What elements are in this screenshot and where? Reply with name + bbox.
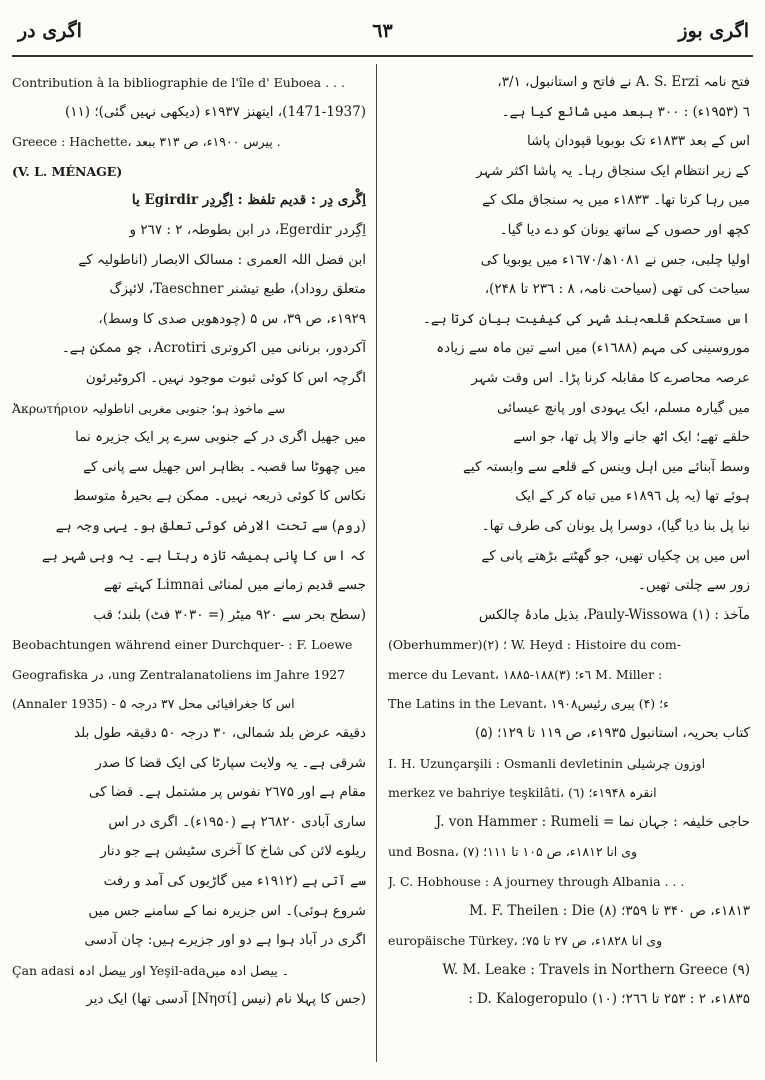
left-column-line: ساری آبادی ۲٦۸۲۰ ہے (۱۹۵۰ء)۔ اگری در اس [108, 813, 366, 830]
left-column-line: کہ اس کا پانی ہمیشہ تازہ رہتا ہے۔ یہ وہی شہر ہے [41, 547, 366, 564]
right-column-line: merkez ve bahriye teşkilâti، انقرہ ۱۹۴۸ء؛ (٦) [388, 785, 657, 801]
right-column-line: ۱۸۳۵ء، ۲ : ۲۵۳ تا ۲٦٦؛ (۱۰) D. Kalogeropulo : [468, 991, 750, 1008]
right-column-line: موروسینی کی مہم (۱٦۸۸ء) میں اسے تین ماہ سے زیادہ [436, 340, 750, 357]
left-column-line: مقام ہے اور ۲٦۷۵ نفوس پر مشتمل ہے۔ قضا کی [88, 784, 366, 801]
right-column-line: I. H. Uzunçarşili : Osmanli devletinin اوزون چرشیلی [388, 755, 706, 771]
right-column-line: J. C. Hobhouse : A journey through Albania . . . [388, 874, 685, 890]
left-column-line: (جس کا پہلا نام (نیس [Νησί] آدسی تھا) ایک دیر [86, 991, 366, 1008]
right-column-line: (۹) W. M. Leake : Travels in Northern Greece [442, 961, 750, 978]
left-column-line: سے آتی ہے (۱۹۱۲ء میں گاڑیوں کی آمد و رفت [103, 873, 366, 890]
column-divider [376, 64, 377, 1062]
right-column-line: ۱۸۱۳ء، ص ۳۴۰ تا ۳۵۹؛ (۸) M. F. Theilen : Die [469, 902, 750, 919]
left-column-line: آکردور، برنانی میں اکروتری Acrotiri، جو ممکن ہے۔ [61, 340, 366, 357]
right-column [388, 68, 750, 1015]
left-column-line: (V. L. MÉNAGE) [12, 163, 123, 179]
right-column-line: حاجی خلیفہ : جہان نما = J. von Hammer : Rumeli [435, 813, 750, 830]
left-column-line: اگری در آباد ہوا ہے دو اور جزیرے ہیں: چان آدسی [84, 932, 366, 949]
right-column-line: حلقے تھے؛ ایک اٹھ جانے والا پل تھا، جو اسے [513, 429, 750, 446]
right-column-line: اولیا چلبی، جس نے ۱۰۸۱ھ/۱٦۷۰ء میں یوبویا کی [480, 251, 750, 268]
right-column-line: اس کے بعد ۱۸۳۳ء تک بوبویا قپودان پاشا [527, 133, 750, 150]
left-column-line: (سطح بحر سے ۹۲۰ میٹر (= ۳۰۳۰ فٹ) بلند؛ قب [93, 606, 366, 623]
left-column-line: اگرچہ اس کا کوئی ثبوت موجود نہیں۔ اکروٹیرئون [85, 369, 366, 386]
right-column-line: کچھ اور حصوں کے ساتھ یونان کو دے دیا گیا۔ [499, 221, 750, 238]
right-column-line: ہوئے تھا (یہ پل ۱۸۹٦ء میں تباہ کر کے ایک [515, 488, 750, 505]
left-column-line: ریلوے لائن کی شاخ کا آخری سٹیشن ہے جو دنار [100, 843, 366, 860]
left-column-line: Çan adasi اور ییصل ادہ Yeşil-ada۔ ییصل ادہ میں [12, 962, 289, 978]
right-column-line: عرصہ محاصرے کا مقابلہ کرنا پڑا۔ اس وقت شہر [471, 369, 750, 386]
right-column-line: und Bosna، وی انا ۱۸۱۲ء، ص ۱۰۵ تا ۱۱۱؛ (۷) [388, 844, 638, 860]
right-column-line: اس میں پن چکیاں تھیں، جو گھٹتے بڑھتے پانی کے [481, 547, 750, 564]
right-column-line: europäische Türkey، وی انا ۱۸۲۸ء، ص ۲۷ تا ۷۵؛ [388, 933, 663, 949]
left-column-line: (روم) سے تحت الارض کوئی تعلق ہو۔ یہی وجہ ہے [55, 517, 366, 534]
right-column-line: merce du Levant، ۱۸۸۵-۱۸۸٦ء؛ (۳) M. Miller : [388, 666, 663, 682]
left-column-line: Beobachtungen während einer Durchquer- : F. Loewe [12, 637, 353, 653]
left-column-line: (Annaler 1935) - اس کا جغرافیائی محل ۳۷ درجہ ۵ [12, 696, 295, 712]
right-column-line: نیا پل بنا دیا گیا)، دوسرا پل یونان کی طرف تھا۔ [481, 517, 750, 534]
left-column-line: میں چھوٹا سا قصبہ۔ بظاہر اس جھیل سے پانی کے [83, 458, 366, 475]
right-column-line: ٦ (۱۹۵۳ء) : ۳۰۰ ببعد میں شائع کیا ہے۔ [501, 103, 750, 120]
left-column-line: میں جھیل اگری در کے جنوبی سرے پر ایک جزیرہ نما [75, 429, 366, 446]
right-column-line: میں رہا کرتا تھا۔ ۱۸۳۳ء میں یہ سنجاق ملک کے [482, 192, 750, 209]
left-column-line: Contribution à la bibliographie de l'île d' Euboea . . . [12, 75, 345, 90]
left-column-line: (1471-1937)، ایتھنز ۱۹۳۷ء (دیکھی نہیں گئی)؛ (۱۱) [65, 103, 366, 120]
left-column-line: Ἀκρωτήριον سے ماخوذ ہو؛ جنوبی مغربی اناطولیہ [12, 400, 286, 416]
left-column-line: Greece : Hachette، پیرس ۱۹۰۰ء، ص ۳۱۳ ببعد . [12, 134, 281, 150]
left-column-line: شرقی ہے۔ یہ ولایت سپارٹا کی ایک قضا کا صدر [95, 754, 366, 771]
right-column-line: (Oberhummer)؛ (۲) W. Heyd : Histoire du com- [388, 637, 681, 653]
right-column-line: کے زیر انتظام ایک سنجاق رہا۔ یہ پاشا اکثر شہر [476, 162, 750, 179]
right-column-line: کتاب بحریہ، استانبول ۱۹۳۵ء، ص ۱۱۹ تا ۱۲۹؛ (۵) [474, 725, 750, 742]
right-column-line: اس مستحکم قلعہ‌بند شہر کی کیفیت بیان کرتا ہے۔ [422, 310, 750, 327]
left-column-line: دقیقہ عرض بلد شمالی، ۳۰ درجہ ۵۰ دقیقہ طول بلد [74, 725, 366, 742]
right-column-line: فتح نامہ A. S. Erzi نے فاتح و استانبول، ۳/۱، [497, 74, 750, 90]
running-head-right: اگری بوز [678, 20, 749, 42]
left-column [12, 68, 366, 1015]
right-column-line: وسط آبنائے میں اہل وینس کے قلعے سے وابستہ کیے [462, 458, 750, 475]
left-column-line: متعلق روداد)، طبع تیشنر Taeschner، لائپزگ [109, 281, 366, 298]
left-column-line: نکاس کا کوئی ذریعہ نہیں۔ ممکن ہے بحیرۂ متوسط [73, 488, 366, 505]
left-column-line: ابن فضل اللہ العمری : مسالک الابصار (اناطولیہ کے [78, 251, 366, 268]
right-column-line: مآخذ : (۱) Pauly-Wissowa، بذیل مادۂ چالکس [478, 606, 750, 623]
left-column-line: Geografiska در ،ung Zentralanatoliens im Jahre 1927 [12, 666, 346, 682]
right-column-line: The Latins in the Levant، ۱۹۰۸ء؛ (۴) پیری رئیس [388, 696, 669, 712]
right-column-line: میں گیارہ مسلم، ایک یہودی اور پانچ عیسائی [497, 399, 750, 416]
left-column-line: اِگِردر Egerdir، در ابن بطوطہ، ۲ : ۲٦۷ و [129, 221, 366, 238]
left-column-line: اِگْری دِر : قدیم تلفظ : اِگِردِر Egirdir یا [131, 192, 366, 209]
left-column-line: جسے قدیم زمانے میں لمنائی Limnai کہتے تھے [103, 577, 366, 594]
left-column-line: ۱۹۲۹ء، ص ۳۹، س ۵ (چودھویں صدی کا وسط)، [98, 310, 366, 327]
right-column-line: سیاحت کی تھی (سیاحت نامہ، ۸ : ۲۳٦ تا ۲۴۸)، [484, 281, 750, 298]
right-column-line: زور سے چلتی تھیں۔ [637, 577, 750, 594]
header-rule [12, 55, 753, 57]
page-number: ٦٣ [372, 20, 393, 42]
left-column-line: شروع ہوئی)۔ اس جزیرہ نما کے سامنے جس میں [88, 902, 366, 919]
running-head-left: اگری در [18, 20, 82, 42]
